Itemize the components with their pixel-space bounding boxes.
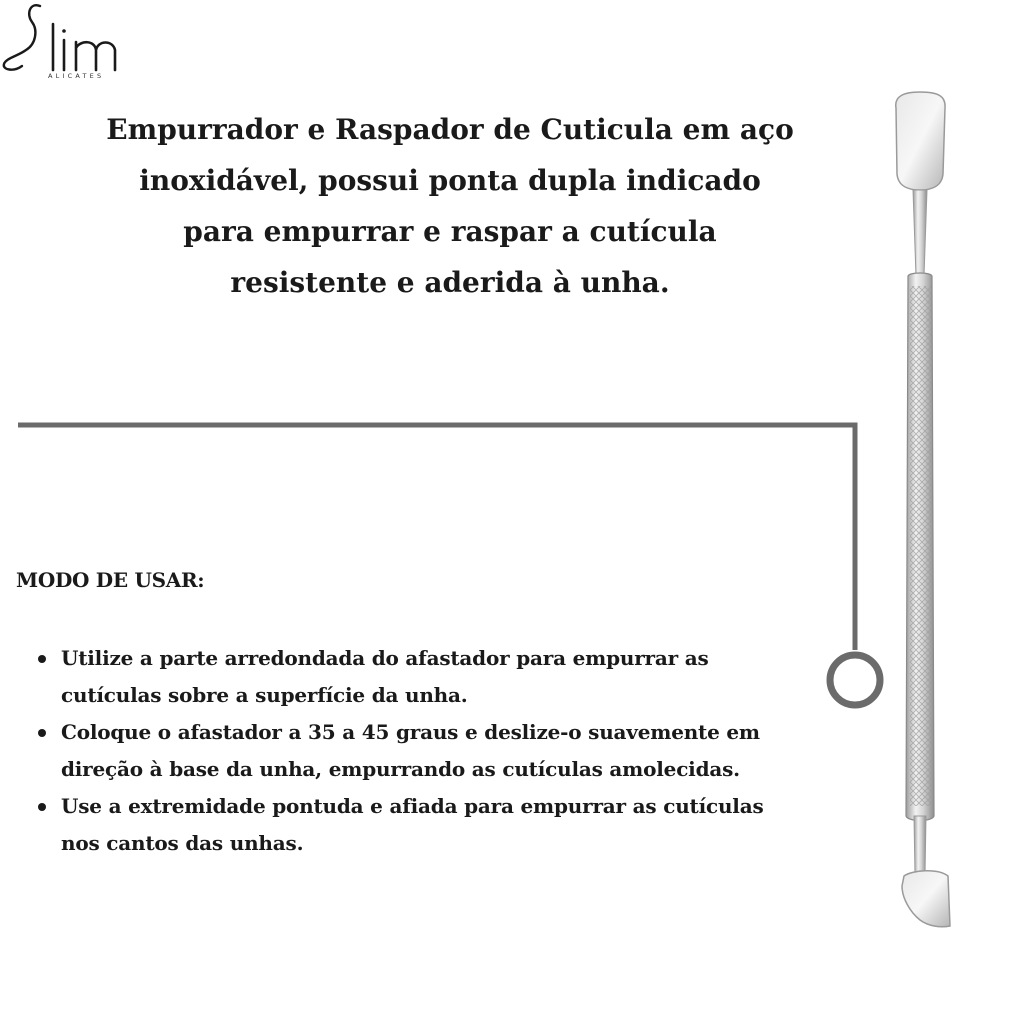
list-item xyxy=(28,640,828,714)
list-item-line: Utilize a parte arredondada do afastador para empurrar as xyxy=(61,646,709,670)
title-line: inoxidável, possui ponta dupla indicado xyxy=(139,164,761,197)
list-item-line: direção à base da unha, empurrando as cutículas amolecidas. xyxy=(61,757,740,781)
usage-heading: MODO DE USAR: xyxy=(16,568,205,592)
title-line: Empurrador e Raspador de Cuticula em aço xyxy=(106,113,794,146)
brand-logo xyxy=(0,0,140,90)
brand-tagline: ALICATES xyxy=(48,72,105,80)
list-item-line: cutículas sobre a superfície da unha. xyxy=(61,683,468,707)
title-line: resistente e aderida à unha. xyxy=(230,266,670,299)
list-item-line: nos cantos das unhas. xyxy=(61,831,304,855)
list-item-line: Coloque o afastador a 35 a 45 graus e deslize-o suavemente em xyxy=(61,720,760,744)
cuticle-pusher-image xyxy=(880,86,970,936)
ring-icon xyxy=(830,655,880,705)
list-item xyxy=(28,788,828,862)
bullet-icon xyxy=(38,729,46,737)
usage-list xyxy=(28,640,828,862)
list-item xyxy=(28,714,828,788)
bullet-icon xyxy=(38,655,46,663)
list-item-line: Use a extremidade pontuda e afiada para empurrar as cutículas xyxy=(61,794,764,818)
bullet-icon xyxy=(38,803,46,811)
title-line: para empurrar e raspar a cutícula xyxy=(183,215,717,248)
product-title xyxy=(100,104,800,308)
